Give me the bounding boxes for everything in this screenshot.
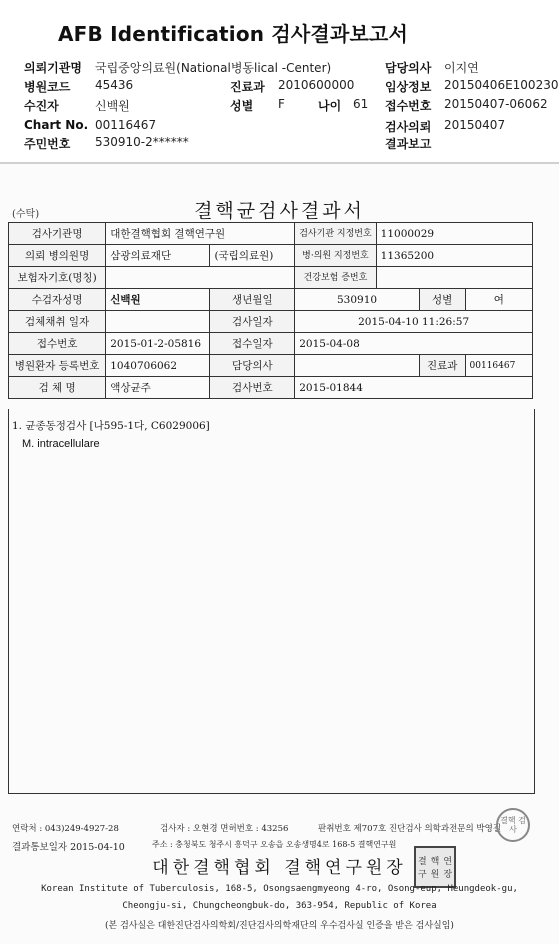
report-label: 결과보고 [385,137,432,151]
insurance-value [376,267,532,289]
chart-no-value: 00116467 [95,118,157,132]
seal-glyph: 구 [417,870,427,880]
certification-stamp: 결핵 검사 [496,808,530,842]
english-address-line2: Cheongju-si, Chungcheongbuk-do, 363-954, Republic of Korea [122,901,437,911]
doc-label: 담당의사 [210,355,295,377]
dept-label-form: 진료과 [419,355,465,377]
footer-address: 주소 : 충청북도 청주시 흥덕구 오송읍 오송생명4로 168-5 결핵연구원 [152,840,397,849]
specimen-label: 검 체 명 [9,377,106,399]
doctor-value: 이지연 [444,61,479,75]
hosp-no-value: 11365200 [376,245,532,267]
collect-value [106,311,210,333]
result-form-table [8,222,533,399]
guardian-label: 보험자기호(명칭) [9,267,106,289]
patient-value: 신백원 [95,99,130,113]
seal-glyph: 원 [430,870,440,880]
hospital-value: 국립중앙의료원(National병동lical -Center) [95,61,332,75]
rrn-label: 주민번호 [24,137,71,151]
hospital-label: 의뢰기관명 [24,61,82,75]
inst-label: 검사기관명 [9,223,106,245]
reg-value: 1040706062 [106,355,210,377]
seal-glyph: 핵 [430,857,440,867]
consign-tag: (수탁) [12,209,40,220]
sex-value-form: 여 [465,289,532,311]
test-no-label: 검사번호 [210,377,295,399]
result-body-box [8,409,535,794]
inst-code-value: 11000029 [376,223,532,245]
request-value: 20150407 [444,118,506,132]
footer-tester: 검사자 : 오현경 면허번호 : 43256 [160,824,289,834]
rrn-value: 530910-2****** [95,135,189,149]
footer-contact: 연락처 : 043)249-4927-28 [12,824,119,834]
official-seal [414,846,456,888]
report-title: AFB Identification 검사결과보고서 [58,22,409,46]
inst-value: 대한결핵협회 결핵연구원 [106,223,295,245]
seal-glyph: 장 [443,870,453,880]
patient-label: 수진자 [24,99,59,113]
dept-label: 진료과 [230,80,265,94]
footer-date: 결과통보일자 2015-04-10 [12,842,125,853]
dob-value: 530910 [295,289,420,311]
sex-value: F [278,97,285,111]
seal-glyph: 결 [417,857,427,867]
guardian-value [106,267,295,289]
doctor-label: 담당의사 [385,61,432,75]
hosp-no-label: 병·의원 지정번호 [295,245,376,267]
hospital-code-label: 병원코드 [24,80,71,94]
accept-date-label: 접수일자 [210,333,295,355]
result-organism: M. intracellulare [22,438,100,450]
req-hosp-label: 의뢰 병의원명 [9,245,106,267]
req-hosp-note: (국립의료원) [210,245,295,267]
insurance-label: 건강보험 증번호 [295,267,376,289]
request-label: 검사의뢰 [385,120,432,134]
inst-code-label: 검사기관 지정번호 [295,223,376,245]
name-value: 신백원 [106,289,210,311]
reg-label: 병원환자 등록번호 [9,355,106,377]
sex-label-form: 성별 [419,289,465,311]
specimen-value: 액상균주 [106,377,210,399]
age-value: 61 [353,97,369,111]
test-date-label: 검사일자 [210,311,295,333]
accept-no-value: 2015-01-2-05816 [106,333,210,355]
english-address-line1: Korean Institute of Tuberculosis, 168-5, Osongsaengmyeong 4-ro, Osong-eup, Heungdeok-gu, [41,884,518,894]
dept-value-form: 00116467 [465,355,532,377]
receipt-value: 20150407-06062 [444,97,548,111]
seal-glyph: 연 [443,857,453,867]
sex-label: 성별 [230,99,254,113]
req-hosp-value: 삼광의료재단 [106,245,210,267]
doc-value [295,355,420,377]
chart-no-label: Chart No. [24,118,89,132]
name-label: 수검자성명 [9,289,106,311]
test-date-value: 2015-04-10 11:26:57 [295,311,533,333]
clinical-value: 20150406E100230 [444,78,559,92]
report-header [0,0,559,162]
document-title: 결핵균검사결과서 [194,200,365,222]
footer-verifier: 판취번호 제707호 진단검사 의학과전문의 박영길 [318,824,502,834]
accept-no-label: 접수번호 [9,333,106,355]
dob-label: 생년월일 [210,289,295,311]
hospital-code-value: 45436 [95,78,134,92]
collect-label: 검체채취 일자 [9,311,106,333]
accept-date-value: 2015-04-08 [295,333,533,355]
dept-value: 2010600000 [278,78,355,92]
receipt-label: 접수번호 [385,99,432,113]
certification-note: (본 검사실은 대한진단검사의학회/진단검사의학재단의 우수검사실 인증을 받은 검사실임) [105,921,454,931]
age-label: 나이 [318,99,342,113]
institute-name: 대한결핵협회 결핵연구원장 [152,858,407,878]
test-no-value: 2015-01844 [295,377,533,399]
clinical-label: 임상정보 [385,80,432,94]
result-test-line: 1. 균종동정검사 [나595-1다, C6029006] [12,420,210,432]
